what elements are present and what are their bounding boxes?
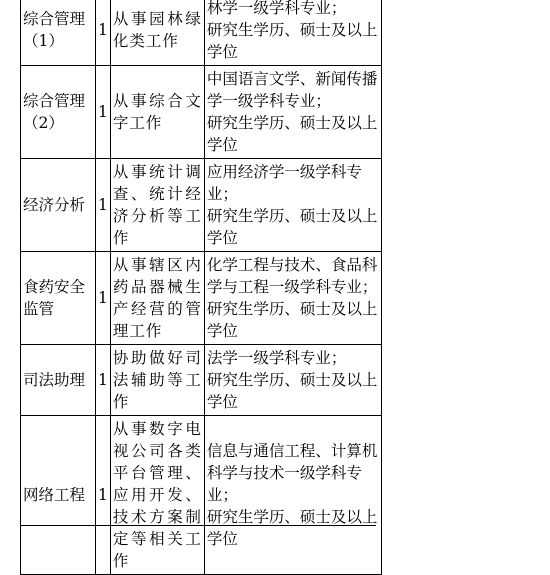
degree-requirement: 研究生学历、硕士及以上学位: [206, 207, 378, 247]
duty-cell: 从事统计调查、统计经济分析等工作: [110, 159, 204, 252]
job-table-body: [21, 0, 382, 575]
major-requirement: 林学一级学科专业；: [206, 0, 347, 17]
table-bottom-rule: [20, 525, 376, 526]
position-name-cell: 经济分析: [21, 159, 96, 252]
job-table: [20, 0, 382, 575]
duty-cell: 从事园林绿化类工作: [110, 0, 204, 66]
requirement-cell: [204, 66, 381, 159]
position-name-cell: 网络工程: [21, 416, 96, 575]
position-name-cell: 食药安全监管: [21, 252, 96, 345]
major-requirement: 化学工程与技术、食品科学与工程一级学科专业；: [206, 256, 378, 296]
major-requirement: 中国语言文学、新闻传播学一级学科专业；: [206, 70, 378, 110]
degree-requirement: 研究生学历、硕士及以上学位: [206, 371, 378, 411]
position-name-cell: 综合管理（1）: [21, 0, 96, 66]
duty-cell: 协助做好司法辅助等工作: [110, 345, 204, 416]
headcount-cell: 1: [96, 345, 111, 416]
table-row: [21, 416, 382, 575]
major-requirement: 应用经济学一级学科专业；: [206, 163, 362, 203]
table-row: [21, 159, 382, 252]
duty-cell: 从事数字电视公司各类平台管理、应用开发、技术方案制定等相关工作: [110, 416, 204, 575]
headcount-cell: 1: [96, 416, 111, 575]
requirement-cell: [204, 416, 381, 575]
major-requirement: 信息与通信工程、计算机科学与技术一级学科专业；: [206, 442, 378, 504]
degree-requirement: 研究生学历、硕士及以上学位: [206, 114, 378, 154]
major-requirement: 法学一级学科专业；: [206, 349, 347, 367]
requirement-cell: [204, 252, 381, 345]
table-row: [21, 252, 382, 345]
duty-cell: 从事辖区内药品器械生产经营的管理工作: [110, 252, 204, 345]
table-row: [21, 66, 382, 159]
degree-requirement: 研究生学历、硕士及以上学位: [206, 508, 378, 548]
headcount-cell: 1: [96, 0, 111, 66]
table-row: [21, 345, 382, 416]
headcount-cell: 1: [96, 159, 111, 252]
degree-requirement: 研究生学历、硕士及以上学位: [206, 300, 378, 340]
requirement-cell: [204, 159, 381, 252]
duty-cell: 从事综合文字工作: [110, 66, 204, 159]
headcount-cell: 1: [96, 66, 111, 159]
requirement-cell: [204, 345, 381, 416]
table-row: [21, 0, 382, 66]
position-name-cell: 司法助理: [21, 345, 96, 416]
position-name-cell: 综合管理（2）: [21, 66, 96, 159]
degree-requirement: 研究生学历、硕士及以上学位: [206, 21, 378, 61]
headcount-cell: 1: [96, 252, 111, 345]
requirement-cell: [204, 0, 381, 66]
